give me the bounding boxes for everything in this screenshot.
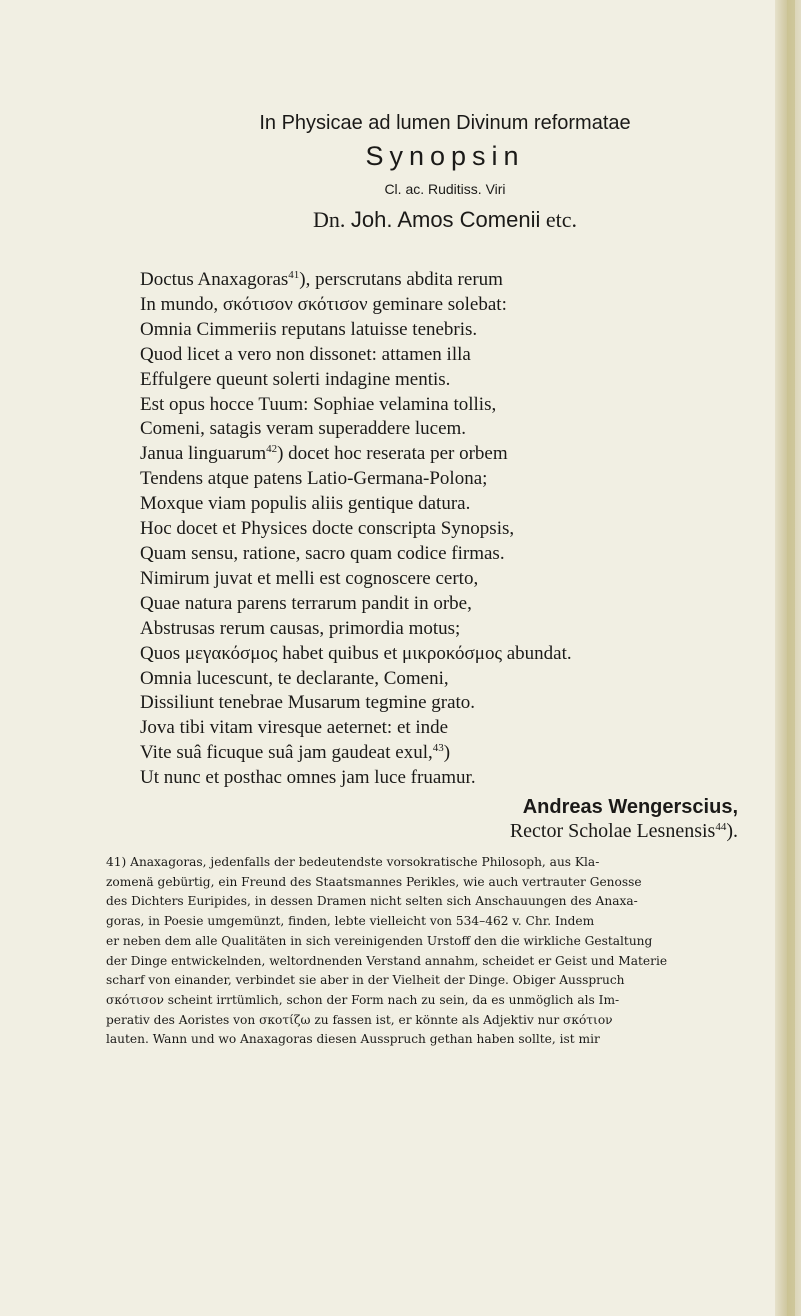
footnote-line: 41) Anaxagoras, jedenfalls der bedeutendste vorsokratische Philosoph, aus Kla- (106, 855, 600, 870)
poem-line: Quod licet a vero non dissonet: attamen illa (140, 343, 471, 365)
poem-line: Abstrusas rerum causas, primordia motus; (140, 617, 461, 639)
footnote-line: perativ des Aoristes von σκοτίζω zu fassen ist, er könnte als Adjektiv nur σκότιον (106, 1012, 613, 1027)
poem (140, 268, 750, 791)
poem-line: Nimirum juvat et melli est cognoscere certo, (140, 567, 479, 589)
synopsis-title: Synopsin (365, 141, 525, 171)
poem-line: Ut nunc et posthac omnes jam luce fruamur. (140, 767, 476, 789)
footnotes (106, 853, 756, 1050)
poem-line: Quam sensu, ratione, sacro quam codice firmas. (140, 542, 505, 564)
honorific-line: Cl. ac. Ruditiss. Viri (384, 181, 506, 197)
footnote-ref: 43 (432, 742, 444, 755)
footnote-line: goras, in Poesie umgemünzt, finden, lebte vielleicht von 534–462 v. Chr. Indem (106, 914, 595, 929)
author-prefix: Dn. (312, 207, 351, 232)
footnote-line: lauten. Wann und wo Anaxagoras diesen Ausspruch gethan haben sollte, ist mir (106, 1032, 600, 1047)
poem-line: Hoc docet et Physices docte conscripta Synopsis, (140, 518, 515, 540)
poem-line: Dissiliunt tenebrae Musarum tegmine grato. (140, 692, 476, 714)
footnote-line: des Dichters Euripides, in dessen Dramen nicht selten sich Anschauungen des Anaxa- (106, 894, 638, 909)
poem-line: In mundo, σκότισον σκότισον geminare solebat: (140, 293, 507, 315)
footnote-line: er neben dem alle Qualitäten in sich vereinigenden Urstoff den die wirkliche Gestaltung (106, 933, 653, 948)
poem-line: Effulgere queunt solerti indagine mentis. (140, 368, 451, 390)
poem-line: Tendens atque patens Latio-Germana-Polona; (140, 468, 488, 490)
poem-line: Quae natura parens terrarum pandit in orbe, (140, 592, 472, 614)
footnote-ref: 44 (715, 821, 727, 834)
poem-line: Quos μεγακόσμος habet quibus et μικροκόσμος abundat. (140, 642, 572, 664)
poem-line: Comeni, satagis veram superaddere lucem. (140, 418, 467, 440)
footnote-line: scharf von einander, verbindet sie aber in der Vielheit der Dinge. Obiger Ausspruch (106, 973, 625, 988)
poem-line: Doctus Anaxagoras$^{41}$), perscrutans abdita rerum (140, 269, 503, 290)
author-suffix: etc. (540, 207, 578, 232)
footnote-line: der Dinge entwickelnden, weltordnenden Verstand annahm, scheidet er Geist und Materie (106, 953, 668, 968)
dedication-heading: In Physicae ad lumen Divinum reformatae (259, 112, 631, 134)
poem-line: Janua linguarum$^{42}$) docet hoc reserata per orbem (140, 443, 508, 465)
footnote-ref: 42 (266, 443, 278, 456)
poem-line: Jova tibi vitam viresque aeternet: et inde (140, 717, 449, 739)
poem-line: Omnia Cimmeriis reputans latuisse tenebris. (140, 318, 478, 340)
footnote-line: σκότισον scheint irrtümlich, schon der Form nach zu sein, da es unmöglich als Im- (106, 992, 620, 1007)
page-edge-shadow (787, 0, 795, 1316)
signature-name: Andreas Wengerscius, (522, 796, 738, 819)
author-line (140, 206, 750, 234)
footnote-line: zomenä gebürtig, ein Freund des Staatsmannes Perikles, wie auch vertrauter Genosse (106, 874, 642, 889)
poem-line: Moxque viam populis aliis gentique datura. (140, 493, 471, 515)
document-page (106, 110, 750, 1050)
signature-title: Rector Scholae Lesnensis$^{44}$). (509, 820, 738, 843)
footnote-ref: 41 (288, 269, 300, 281)
author-name: Joh. Amos Comenii (350, 207, 541, 232)
poem-line: Omnia lucescunt, te declarante, Comeni, (140, 667, 449, 689)
poem-line: Vite suâ ficuque suâ jam gaudeat exul,$^{43}$) (140, 742, 451, 764)
poem-line: Est opus hocce Tuum: Sophiae velamina tollis, (140, 393, 497, 415)
